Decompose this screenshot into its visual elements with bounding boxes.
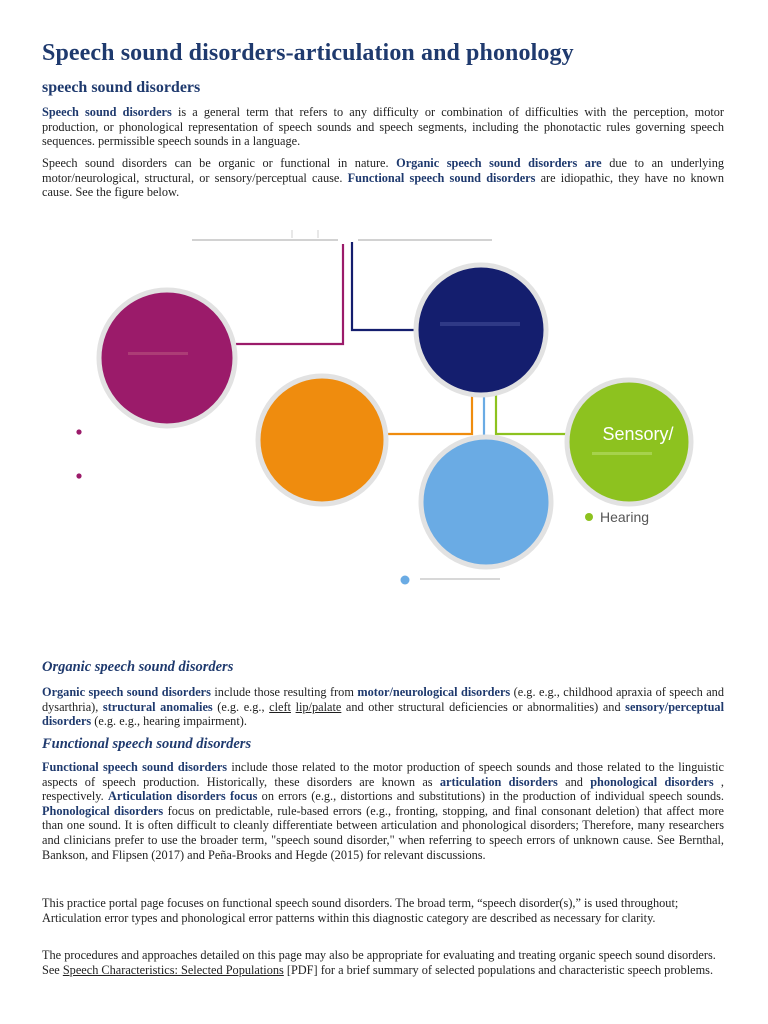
ghost-text-organic <box>440 322 520 326</box>
functional-text-b: include those related to the motor production of speech sounds and those related to the linguistic aspects of speech production. Historically, these disorders are known as <box>42 760 724 789</box>
organic-circle <box>416 265 546 395</box>
term-speech-sound-disorders: Speech sound disorders <box>42 105 172 119</box>
term-phonological-disorders: phonological disorders <box>590 774 714 789</box>
motor-neurological-circle <box>99 290 235 426</box>
hearing-bullet <box>585 513 593 521</box>
functional-heading: Functional speech sound disorders <box>42 736 252 752</box>
organic-paragraph <box>42 685 724 729</box>
term-sensory-perceptual: sensory/perceptual disorders <box>42 699 724 729</box>
speech-characteristics-link[interactable]: Speech Characteristics: Selected Populations <box>62 962 284 977</box>
intro-paragraph-1 <box>42 105 724 149</box>
intro-paragraph-2 <box>42 156 724 200</box>
lip-palate-link[interactable]: lip/palate <box>295 699 342 714</box>
term-functional-ssd: Functional speech sound disorders <box>42 760 228 774</box>
portal-paragraph: This practice portal page focuses on functional speech sound disorders. The broad term, “speech disorder(s),” is used throughout; Articulation error types and phonological error patterns within this diagnostic category are described as necessary for clarity. <box>42 896 679 925</box>
functional-text-j: focus on predictable, rule-based errors (e.g., fronting, stopping, and final consonant deletion) that affect more than one sound. It is often difficult to cleanly differentiate between articulation and phonological disorders; Therefore, many researchers and clinicians prefer to use the broader term, "speech sound disorder," when referring to speech errors of unknown cause. See Bernthal, Bankson, and Flipsen (2017) and Peña-Brooks and Hegde (2015) for relevant discussions. <box>42 803 725 862</box>
functional-bullet <box>401 576 410 585</box>
procedures-paragraph <box>42 948 724 977</box>
term-structural: structural anomalies <box>102 699 213 714</box>
functional-text-d: and <box>557 774 591 789</box>
cleft-link[interactable]: cleft <box>269 699 291 714</box>
organic-heading: Organic speech sound disorders <box>42 659 234 675</box>
ghost-text-functional <box>420 578 500 580</box>
intro-p2-text-e: are idiopathic, they have no known cause. See the figure below. <box>42 170 724 200</box>
organic-text-l: (e.g. e.g., hearing impairment). <box>91 714 247 729</box>
procedures-text-a: The procedures and approaches detailed on this page may also be appropriate for evaluating and treating organic speech sound disorders. See <box>42 948 716 977</box>
intro-p2-text-a: Speech sound disorders can be organic or functional in nature. <box>42 156 397 170</box>
sensory-label: Sensory/ <box>602 424 674 444</box>
ghost-text-motor <box>128 352 188 355</box>
term-organic: Organic speech sound disorders are <box>396 156 602 170</box>
organic-text-j: and other structural deficiencies or abnormalities) and <box>341 699 626 714</box>
organic-text-b: include those resulting from <box>210 685 358 699</box>
structural-circle <box>258 376 386 504</box>
functional-text-f: , respectively. <box>42 774 725 804</box>
term-phonological: Phonological disorders <box>42 803 164 818</box>
intro-p1-text: is a general term that refers to any difficulty or combination of difficulties with the perception, motor production, or phonological representation of speech sounds and speech segments, including the phonotactic rules governing speech sequences. permissible speech sounds in a language. <box>42 105 725 149</box>
term-motor-neurological: motor/neurological disorders <box>357 685 511 699</box>
speech-sound-disorders-diagram <box>0 212 768 652</box>
hearing-label: Hearing <box>600 509 650 525</box>
functional-paragraph <box>42 760 724 862</box>
connector-motor <box>236 244 343 344</box>
term-articulation-disorders: articulation disorders <box>439 774 558 789</box>
intro-p2-text-c: due to an underlying motor/neurological, structural, or sensory/perceptual cause. <box>42 156 725 185</box>
functional-text-h: on errors (e.g., distortions and substitutions) in the production of individual speech sounds. <box>257 789 724 804</box>
ghost-text-sensory <box>592 452 652 455</box>
motor-bullet-1 <box>76 429 81 434</box>
term-functional: Functional speech sound disorders <box>347 170 536 185</box>
motor-bullet-2 <box>76 473 81 478</box>
procedures-text-b: [PDF] for a brief summary of selected populations and characteristic speech problems. <box>283 962 714 977</box>
organic-text-f: (e.g. e.g., <box>212 699 270 714</box>
page-title: Speech sound disorders-articulation and phonology <box>42 40 574 66</box>
section-subtitle: speech sound disorders <box>42 79 201 96</box>
term-organic-ssd: Organic speech sound disorders <box>42 685 211 699</box>
term-articulation-focus: Articulation disorders focus <box>108 789 258 804</box>
functional-circle <box>421 437 551 567</box>
organic-text-d: (e.g. e.g., childhood apraxia of speech and dysarthria), <box>42 685 724 714</box>
